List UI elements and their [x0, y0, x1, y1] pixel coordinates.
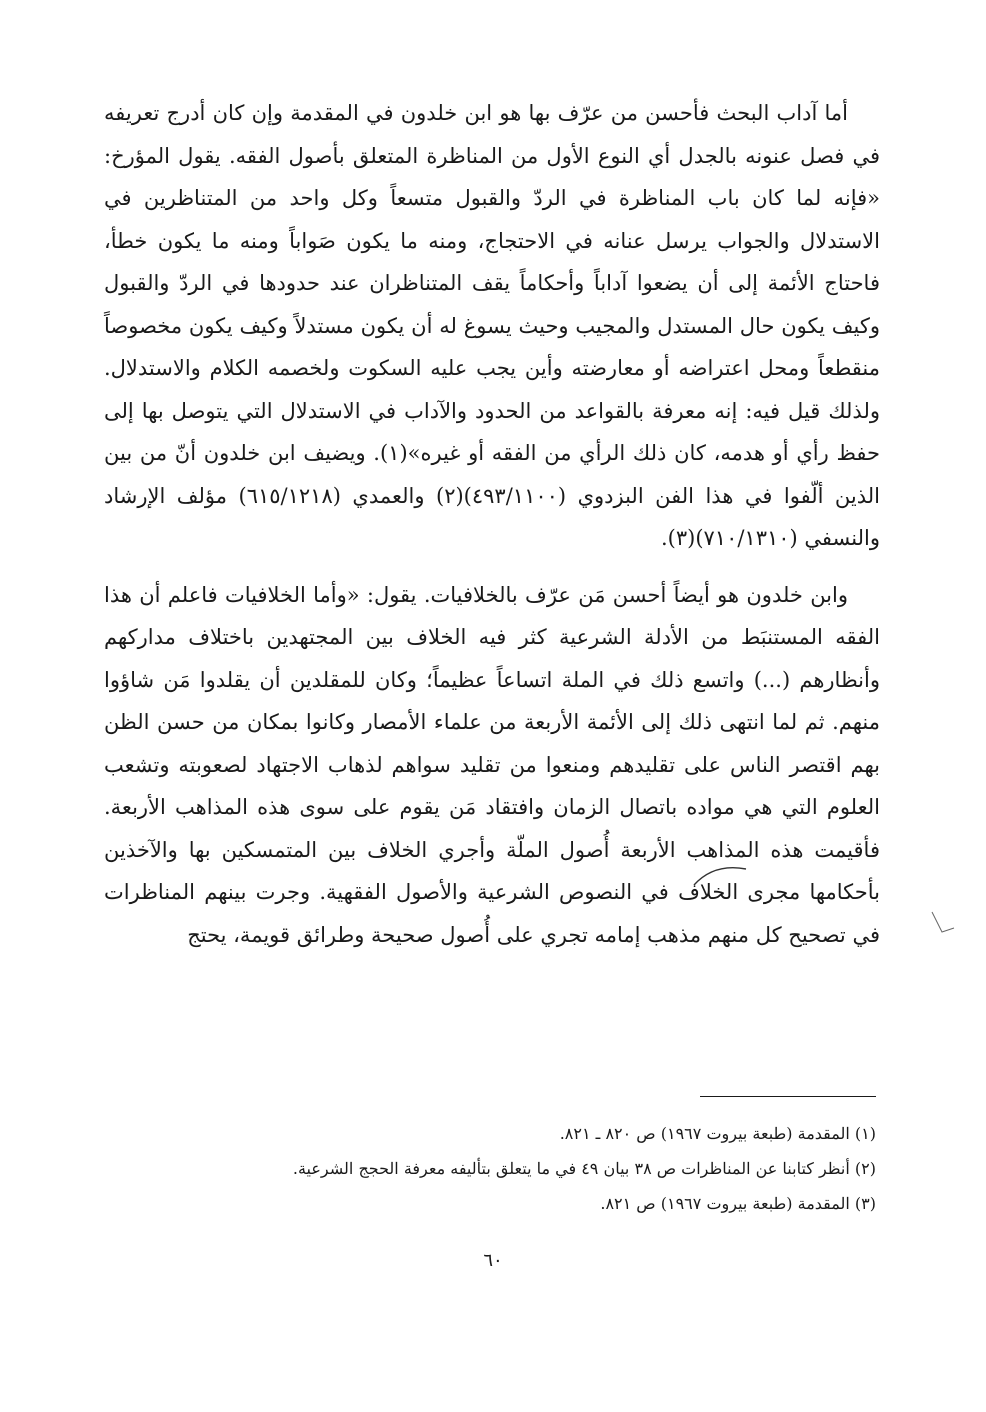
main-text [104, 92, 880, 956]
pen-mark-icon [690, 855, 750, 895]
footnote-3: (٣) المقدمة (طبعة بيروت ١٩٦٧) ص ٨٢١. [600, 1194, 876, 1213]
footnote-1: (١) المقدمة (طبعة بيروت ١٩٦٧) ص ٨٢٠ ـ ٨٢١. [559, 1124, 876, 1143]
paragraph-khilafiyat: وابن خلدون هو أيضاً أحسن مَن عرّف بالخلافيات. يقول: «وأما الخلافيات فاعلم أن هذا الفقه المستنبَط من الأدلة الشرعية كثر فيه الخلاف بين المجتهدين باختلاف مداركهم وأنظارهم (...) واتسع ذلك في الملة اتساعاً عظيماً؛ وكان للمقلدين أن يقلدوا مَن شاؤوا منهم. ثم لما انتهى ذلك إلى الأئمة الأربعة من علماء الأمصار وكانوا بمكان من حسن الظن بهم اقتصر الناس على تقليدهم ومنعوا من تقليد سواهم لذهاب الاجتهاد لصعوبته وتشعب العلوم التي هي مواده باتصال الزمان وافتقاد مَن يقوم على سوى هذه المذاهب الأربعة. فأقيمت هذه المذاهب الأربعة أُصول الملّة وأجري الخلاف بين المتمسكين بها والآخذين بأحكامها مجرى الخلاف في النصوص الشرعية والأصول الفقهية. وجرت بينهم المناظرات في تصحيح كل منهم مذهب إمامه تجري على أُصول صحيحة وطرائق قويمة، يحتج [104, 582, 880, 947]
footnotes [104, 1116, 876, 1221]
footnote-2: (٢) أنظر كتابنا عن المناظرات ص ٣٨ بيان ٤٩ في ما يتعلق بتأليفه معرفة الحجج الشرعية. [292, 1159, 876, 1178]
footnote-separator [700, 1096, 876, 1097]
page-number: ٦٠ [483, 1250, 503, 1271]
paragraph-adab-al-bahth: أما آداب البحث فأحسن من عرّف بها هو ابن خلدون في المقدمة وإن كان أدرج تعريفه في فصل عنونه بالجدل أي النوع الأول من المناظرة المتعلق بأصول الفقه. يقول المؤرخ: «فإنه لما كان باب المناظرة في الردّ والقبول متسعاً وكل واحد من المتناظرين في الاستدلال والجواب يرسل عنانه في الاحتجاج، ومنه ما يكون صَواباً ومنه ما يكون خطأ، فاحتاج الأئمة إلى أن يضعوا آداباً وأحكاماً يقف المتناظران عند حدودها في الردّ والقبول وكيف يكون حال المستدل والمجيب وحيث يسوغ له أن يكون مستدلاً وكيف يكون مخصوصاً منقطعاً ومحل اعتراضه أو معارضته وأين يجب عليه السكوت ولخصمه الكلام والاستدلال. ولذلك قيل فيه: إنه معرفة بالقواعد من الحدود والآداب في الاستدلال التي يتوصل بها إلى حفظ رأي أو هدمه، كان ذلك الرأي من الفقه أو غيره»(١). ويضيف ابن خلدون أنّ من بين الذين ألّفوا في هذا الفن البزدوي (٤٩٣/١١٠٠)(٢) والعمدي (٦١٥/١٢١٨) مؤلف الإرشاد والنسفي (٧١٠/١٣١٠)(٣). [104, 101, 881, 550]
margin-mark-icon [928, 908, 958, 938]
